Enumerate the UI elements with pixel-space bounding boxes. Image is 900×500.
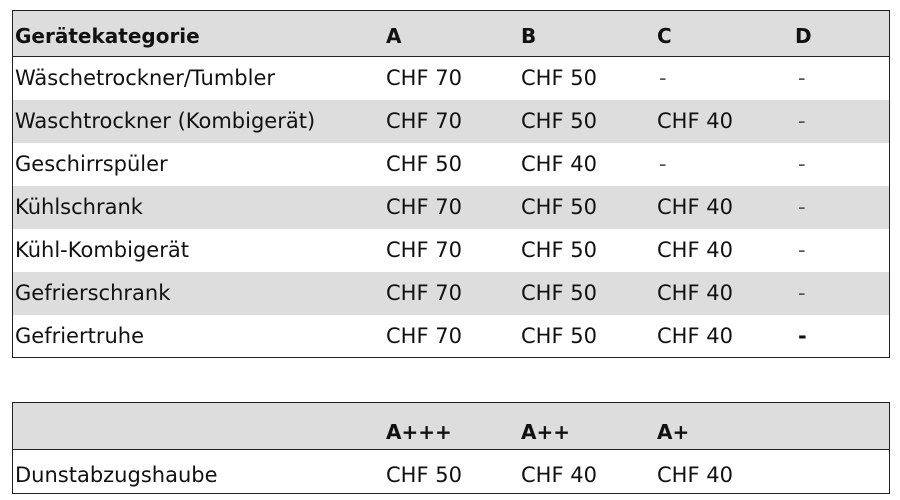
category-cell: Kühlschrank (15, 195, 143, 219)
table-row (13, 143, 889, 186)
price-cell: CHF 50 (386, 463, 462, 487)
header-class-a-plus: A+ (657, 420, 690, 444)
price-cell: CHF 70 (386, 238, 462, 262)
price-cell: - (798, 66, 806, 90)
price-cell: CHF 70 (386, 324, 462, 348)
price-cell: - (798, 152, 806, 176)
header-class-a: A (386, 24, 402, 48)
price-cell: CHF 50 (521, 109, 597, 133)
price-cell: CHF 40 (521, 152, 597, 176)
price-cell: CHF 50 (521, 195, 597, 219)
table-row (13, 315, 889, 358)
header-class-a-plus-3: A+++ (386, 420, 452, 444)
category-cell: Waschtrockner (Kombigerät) (15, 109, 316, 133)
price-cell: CHF 40 (657, 463, 733, 487)
price-cell: CHF 70 (386, 195, 462, 219)
price-cell: CHF 50 (521, 238, 597, 262)
table-header-row (13, 11, 889, 57)
price-cell: CHF 70 (386, 281, 462, 305)
price-cell: - (798, 324, 807, 348)
header-class-c: C (657, 24, 672, 48)
table-row (13, 186, 889, 229)
table-row (13, 450, 889, 493)
hood-rebate-table (12, 402, 890, 494)
price-cell: CHF 40 (657, 324, 733, 348)
header-class-b: B (521, 24, 537, 48)
price-cell: CHF 50 (521, 281, 597, 305)
category-cell: Wäschetrockner/Tumbler (15, 66, 276, 90)
table-row (13, 100, 889, 143)
category-cell: Kühl-Kombigerät (15, 238, 189, 262)
price-cell: CHF 50 (521, 324, 597, 348)
price-cell: - (659, 66, 667, 90)
price-cell: - (798, 195, 806, 219)
category-cell: Dunstabzugshaube (15, 463, 218, 487)
price-cell: CHF 40 (521, 463, 597, 487)
price-cell: CHF 40 (657, 109, 733, 133)
appliance-rebate-table (12, 10, 890, 358)
price-cell: CHF 50 (386, 152, 462, 176)
category-cell: Gefriertruhe (15, 324, 145, 348)
price-cell: - (659, 152, 667, 176)
table-row (13, 57, 889, 100)
category-cell: Gefrierschrank (15, 281, 171, 305)
header-category: Gerätekategorie (15, 24, 200, 48)
table-row (13, 229, 889, 272)
header-class-a-plus-2: A++ (521, 420, 570, 444)
table-row (13, 272, 889, 315)
price-cell: - (798, 109, 806, 133)
price-cell: - (798, 238, 806, 262)
price-cell: CHF 40 (657, 195, 733, 219)
price-cell: CHF 70 (386, 109, 462, 133)
price-cell: CHF 70 (386, 66, 462, 90)
price-cell: CHF 50 (521, 66, 597, 90)
category-cell: Geschirrspüler (15, 152, 168, 176)
header-class-d: D (795, 24, 812, 48)
price-cell: CHF 40 (657, 281, 733, 305)
price-cell: CHF 40 (657, 238, 733, 262)
price-cell: - (798, 281, 806, 305)
table-header-row (13, 403, 889, 450)
